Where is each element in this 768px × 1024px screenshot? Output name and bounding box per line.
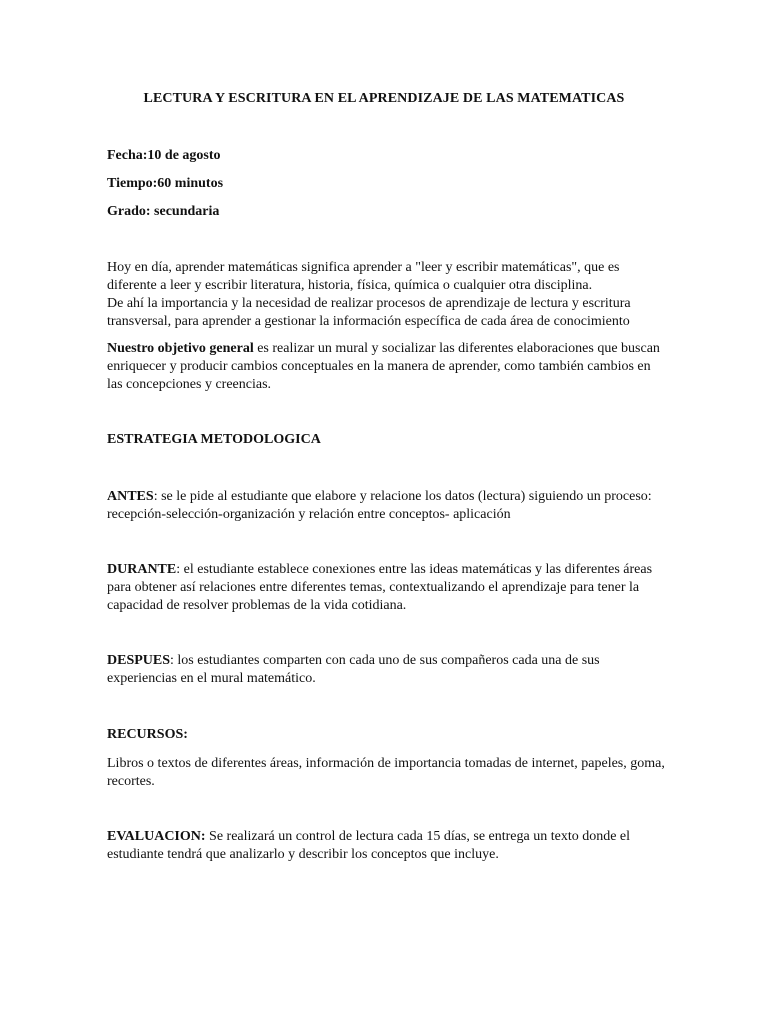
durante-paragraph	[107, 561, 667, 615]
objetivo-line: enriquecer y producir cambios conceptuales en la manera de aprender, como también cambios en	[107, 359, 651, 374]
recursos-heading: RECURSOS:	[107, 727, 188, 742]
antes-label: ANTES	[107, 489, 154, 504]
despues-label: DESPUES	[107, 653, 171, 668]
tiempo-field: Tiempo:60 minutos	[107, 176, 224, 191]
intro-line: transversal, para aprender a gestionar la información específica de cada área de conocimiento	[107, 314, 630, 329]
recursos-line: Libros o textos de diferentes áreas, información de importancia tomadas de internet, papeles, goma,	[107, 756, 665, 771]
objetivo-paragraph	[107, 340, 667, 394]
despues-paragraph	[107, 652, 667, 688]
evaluacion-text: Se realizará un control de lectura cada 15 días, se entrega un texto donde el	[205, 829, 631, 844]
intro-line: diferente a leer y escribir literatura, historia, física, química o cualquier otra disciplina.	[107, 278, 593, 293]
objetivo-line: las concepciones y creencias.	[107, 377, 272, 392]
intro-paragraph	[107, 259, 667, 331]
intro-line: De ahí la importancia y la necesidad de realizar procesos de aprendizaje de lectura y escritura	[107, 296, 631, 311]
recursos-paragraph	[107, 755, 667, 791]
durante-line: capacidad de resolver problemas de la vida cotidiana.	[107, 598, 407, 613]
evaluacion-label: EVALUACION:	[107, 829, 206, 844]
intro-line: Hoy en día, aprender matemáticas significa aprender a "leer y escribir matemáticas", que es	[107, 260, 620, 275]
objetivo-text: es realizar un mural y socializar las diferentes elaboraciones que buscan	[253, 341, 660, 356]
durante-line: para obtener así relaciones entre diferentes temas, contextualizando el aprendizaje para tener la	[107, 580, 640, 595]
evaluacion-line: estudiante tendrá que analizarlo y describir los conceptos que incluye.	[107, 847, 499, 862]
estrategia-heading: ESTRATEGIA METODOLOGICA	[107, 432, 321, 447]
evaluacion-paragraph	[107, 828, 667, 864]
antes-line: recepción-selección-organización y relación entre conceptos- aplicación	[107, 507, 511, 522]
despues-text: : los estudiantes comparten con cada uno de sus compañeros cada una de sus	[170, 653, 600, 668]
durante-text: : el estudiante establece conexiones entre las ideas matemáticas y las diferentes áreas	[176, 562, 653, 577]
despues-line: experiencias en el mural matemático.	[107, 671, 316, 686]
grado-field: Grado: secundaria	[107, 204, 220, 219]
antes-paragraph	[107, 488, 667, 524]
recursos-line: recortes.	[107, 774, 155, 789]
fecha-field: Fecha:10 de agosto	[107, 148, 221, 163]
document-title: LECTURA Y ESCRITURA EN EL APRENDIZAJE DE LAS MATEMATICAS	[143, 91, 625, 106]
antes-text: : se le pide al estudiante que elabore y relacione los datos (lectura) siguiendo un proceso:	[153, 489, 652, 504]
durante-label: DURANTE	[107, 562, 177, 577]
objetivo-label: Nuestro objetivo general	[107, 341, 254, 356]
